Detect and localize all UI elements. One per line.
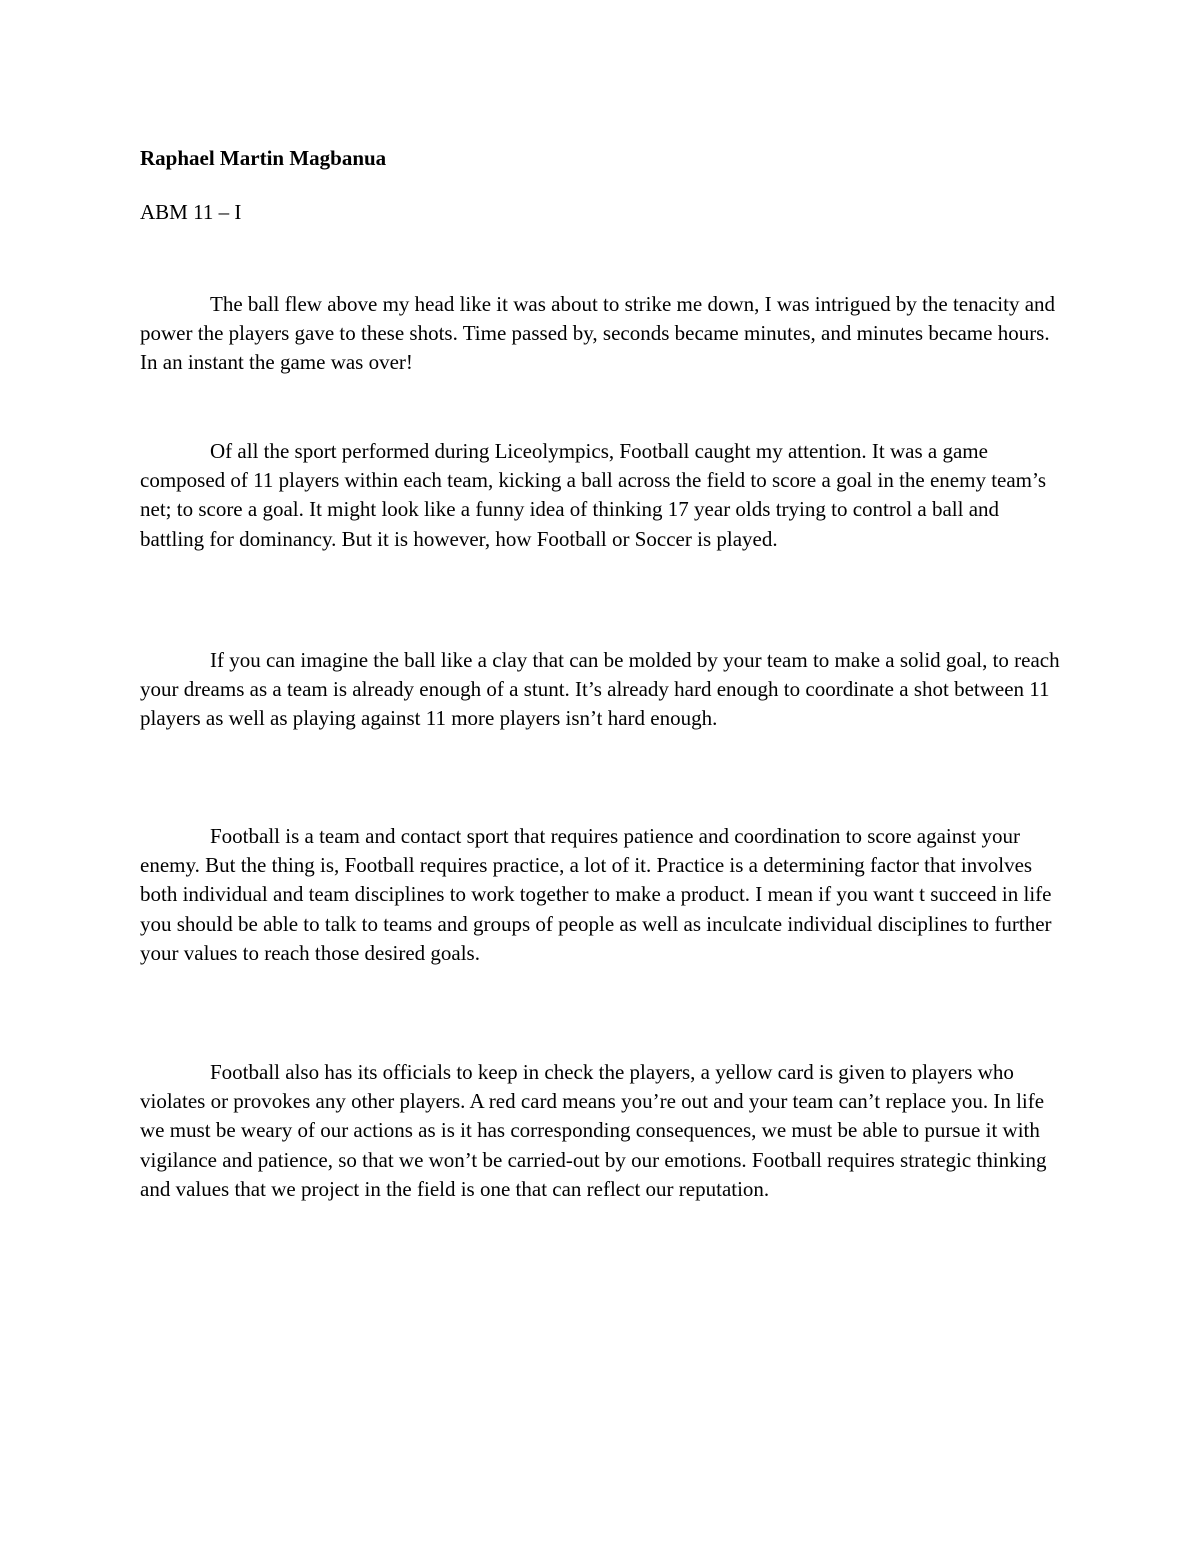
class-section: ABM 11 – I: [140, 200, 242, 224]
paragraph-1: The ball flew above my head like it was about to strike me down, I was intrigued by the tenacity and power the players gave to these shots. Time passed by, seconds became minutes, and minutes became hours. In an instant the game was over!: [140, 292, 1056, 375]
paragraph-2: Of all the sport performed during Liceolympics, Football caught my attention. It was a game composed of 11 players within each team, kicking a ball across the field to score a goal in the enemy team’s net; to score a goal. It might look like a funny idea of thinking 17 year olds trying to control a ball and battling for dominancy. But it is however, how Football or Soccer is played.: [140, 439, 1047, 551]
paragraph-3: If you can imagine the ball like a clay that can be molded by your team to make a solid goal, to reach your dreams as a team is already enough of a stunt. It’s already hard enough to coordinate a shot between 11 players as well as playing against 11 more players isn’t hard enough.: [140, 648, 1060, 731]
author-name: Raphael Martin Magbanua: [140, 146, 387, 170]
paragraph-4: Football is a team and contact sport that requires patience and coordination to score against your enemy. But the thing is, Football requires practice, a lot of it. Practice is a determining factor that involves both individual and team disciplines to work together to make a product. I mean if you want t succeed in life you should be able to talk to teams and groups of people as well as inculcate individual disciplines to further your values to reach those desired goals.: [140, 824, 1052, 965]
paragraph-5: Football also has its officials to keep in check the players, a yellow card is given to players who violates or provokes any other players. A red card means you’re out and your team can’t replace you. In life we must be weary of our actions as is it has corresponding consequences, we must be able to pursue it with vigilance and patience, so that we won’t be carried-out by our emotions. Football requires strategic thinking and values that we project in the field is one that can reflect our reputation.: [140, 1060, 1047, 1201]
